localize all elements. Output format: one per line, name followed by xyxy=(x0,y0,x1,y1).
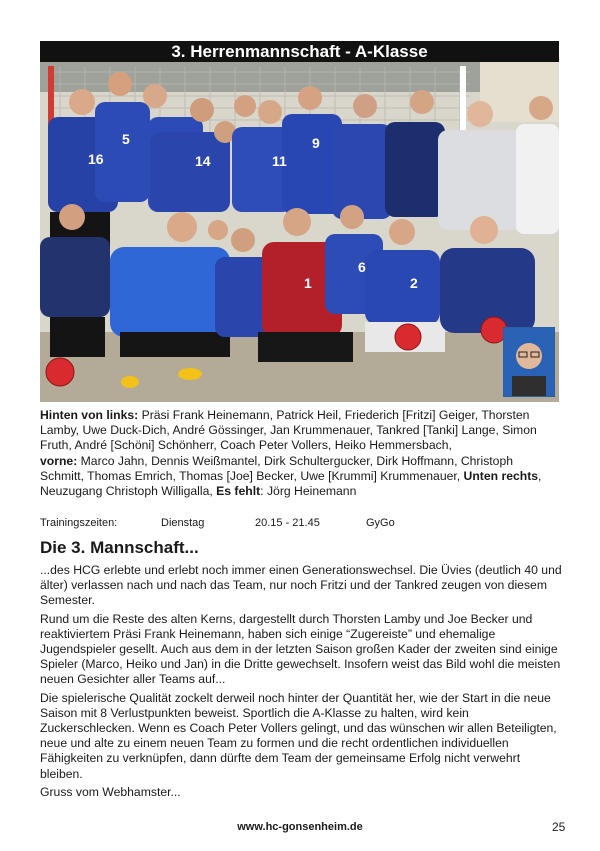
training-times xyxy=(40,516,560,530)
caption-back-names: Präsi Frank Heinemann, Patrick Heil, Friederich [Fritzi] Geiger, Thorsten Lamby, Uwe Duck-Dich, André Gössinger, Jan Krummenauer, Tankred [Tanki] Lange, Simon Fruth, André [Schöni] Schönherr, Coach Peter Vollers, Heiko Hemmersbach, xyxy=(40,408,537,453)
inset-portrait xyxy=(503,327,555,397)
team-photo xyxy=(40,62,559,402)
jersey-number: 11 xyxy=(272,153,287,169)
jersey-number: 9 xyxy=(312,135,320,151)
caption-bottom-right-label: Unten rechts xyxy=(463,468,539,483)
article-body xyxy=(40,563,562,803)
jersey-number: 6 xyxy=(358,259,366,275)
training-time: 20.15 - 21.45 xyxy=(255,517,320,529)
article-paragraph: Gruss vom Webhamster... xyxy=(40,784,181,799)
jersey-number: 1 xyxy=(304,275,312,291)
jersey-number: 5 xyxy=(122,131,130,147)
caption-front-label: vorne: xyxy=(40,453,78,468)
article-paragraph: ...des HCG erlebte und erlebt noch immer einen Generationswechsel. Die Üvies (deutlich 40 und älter) verlassen nach und nach das Team, nur noch Fritzi und der Tankred zeugen von diesem Semester. xyxy=(40,563,562,608)
training-day: Dienstag xyxy=(161,517,205,529)
page-title: 3. Herrenmannschaft - A-Klasse xyxy=(40,41,559,62)
article-paragraph: Die spielerische Qualität zockelt derweil noch hinter der Quantität her, wie der Start in die neue Saison mit 8 Verlustpunkten beweist. Sportlich die A-Klasse zu halten, wird kein Zuckerschlecken. Wenn es Coach Peter Vollers gelingt, und das wünschen wir allen Beteiligten, neue und alte zu einem neuen Team zu formen und die recht ordentlichen individuellen Fähigkeiten zu verknüpfen, dann dürfte dem Team der gemeinsame Erfolg nicht verwehrt bleiben. xyxy=(40,690,557,781)
photo-caption xyxy=(40,408,560,499)
caption-missing-text: : Jörg Heinemann xyxy=(260,484,357,499)
article-paragraph: Rund um die Reste des alten Kerns, dargestellt durch Thorsten Lamby und Joe Becker und reaktiviertem Präsi Frank Heinemann, haben sich einige “Zugereiste” und ehemalige Jugendspieler gesellt. Auch aus dem in der letzten Saison großen Kader der zweiten sind einige Spieler (Marco, Heiko und Jan) in die Dritte gewechselt. Insofern weist das Bild wohl die meisten neuen Gesichter aller Teams auf... xyxy=(40,611,561,687)
footer-url: www.hc-gonsenheim.de xyxy=(237,821,363,833)
jersey-number: 2 xyxy=(410,275,418,291)
caption-front-names: Marco Jahn, Dennis Weißmantel, Dirk Schultergucker, Dirk Hoffmann, Christoph Schmitt, Thomas Emrich, Thomas [Joe] Becker, Uwe [Krummi] Krummenauer, xyxy=(40,453,514,483)
caption-bottom-right-text: , Neuzugang Christoph Willigalla, xyxy=(40,468,542,499)
training-place: GyGo xyxy=(366,517,395,529)
article-heading: Die 3. Mannschaft... xyxy=(40,538,199,557)
jersey-number: 14 xyxy=(195,153,211,169)
training-label: Trainingszeiten: xyxy=(40,517,118,529)
page-number: 25 xyxy=(552,820,566,834)
jersey-number: 16 xyxy=(88,151,104,167)
caption-missing-label: Es fehlt xyxy=(216,484,261,499)
caption-back-label: Hinten von links: xyxy=(40,408,139,422)
